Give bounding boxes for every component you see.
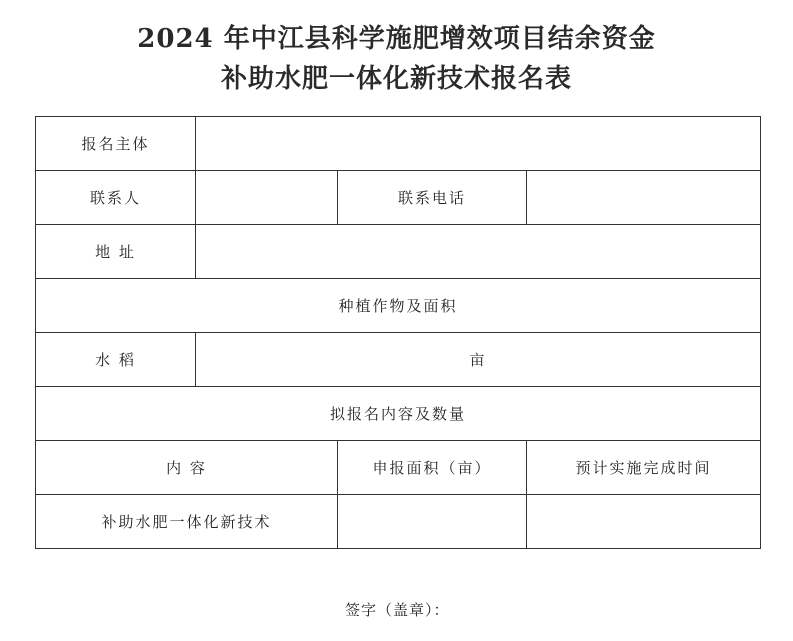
content-column-header: 内 容	[36, 441, 338, 495]
contact-field[interactable]	[196, 171, 338, 225]
planned-item-row	[36, 495, 761, 549]
area-column-header: 申报面积（亩）	[338, 441, 527, 495]
planned-section-header: 拟报名内容及数量	[36, 387, 761, 441]
rice-area-field[interactable]	[196, 333, 761, 387]
planned-section-row	[36, 387, 761, 441]
address-label: 地 址	[36, 225, 196, 279]
registration-form-table	[35, 116, 761, 549]
applicant-label: 报名主体	[36, 117, 196, 171]
crop-section-header: 种植作物及面积	[36, 279, 761, 333]
form-title-line-1: 2024 年中江县科学施肥增效项目结余资金	[137, 24, 656, 54]
signature-stamp-label: 签字（盖章）：	[345, 601, 450, 619]
address-row	[36, 225, 761, 279]
item-area-field[interactable]	[338, 495, 527, 549]
contact-label: 联系人	[36, 171, 196, 225]
planned-header-row	[36, 441, 761, 495]
time-column-header: 预计实施完成时间	[527, 441, 761, 495]
rice-label: 水 稻	[36, 333, 196, 387]
rice-unit: 亩	[469, 351, 487, 369]
rice-row	[36, 333, 761, 387]
crop-section-row	[36, 279, 761, 333]
applicant-row	[36, 117, 761, 171]
form-title-line-2: 补助水肥一体化新技术报名表	[220, 64, 572, 94]
phone-label: 联系电话	[338, 171, 527, 225]
item-name: 补助水肥一体化新技术	[36, 495, 338, 549]
phone-field[interactable]	[527, 171, 761, 225]
applicant-field[interactable]	[196, 117, 761, 171]
address-field[interactable]	[196, 225, 761, 279]
contact-row	[36, 171, 761, 225]
item-time-field[interactable]	[527, 495, 761, 549]
